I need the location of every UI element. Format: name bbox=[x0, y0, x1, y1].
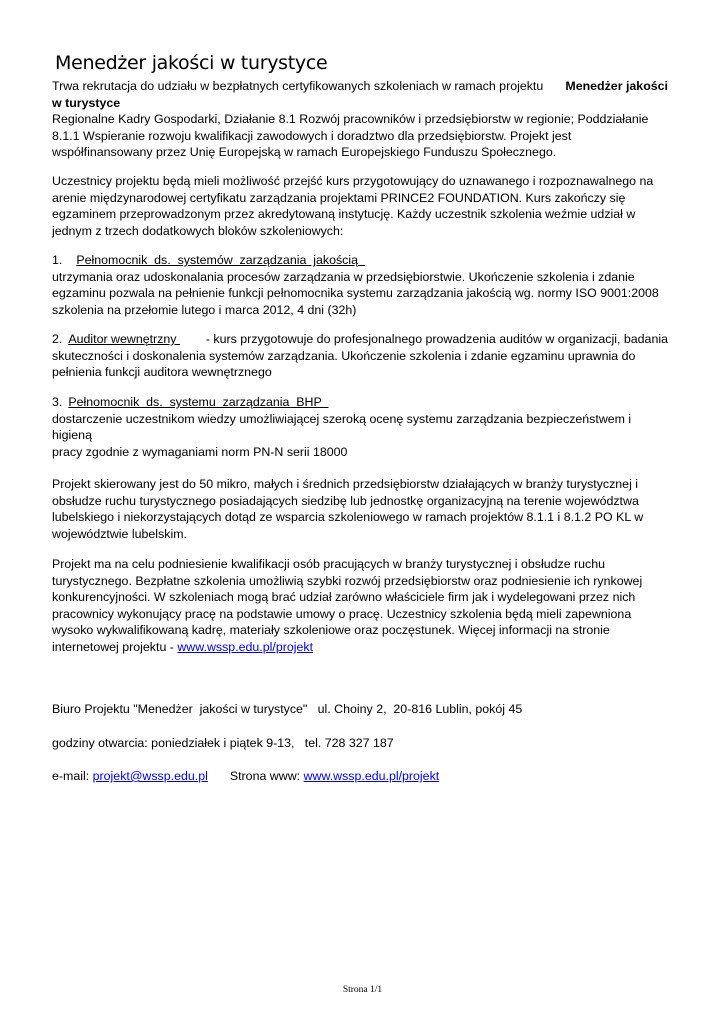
text-line: egzaminu pozwala na pełnienie funkcji pełnomocnika systemu zarządzania jakością wg. normy ISO 9001:2008 bbox=[52, 286, 659, 301]
text-line: konkurencyjności. W szkoleniach mogą brać udział zarówno właściciele firm jak i wydelegowani przez nich bbox=[52, 590, 636, 605]
training-block-3 bbox=[52, 394, 668, 460]
intro-text: Trwa rekrutacja do udziału w bezpłatnych certyfikowanych szkoleniach w ramach projektu bbox=[52, 79, 544, 93]
website-link[interactable]: www.wssp.edu.pl/projekt bbox=[303, 769, 440, 783]
text-line: pracownicy wykonujący pracę na podstawie umowy o pracę. Uczestnicy szkolenia będą mieli zapewniona bbox=[52, 606, 632, 621]
opening-hours bbox=[52, 735, 668, 752]
office-line: Biuro Projektu "Menedżer jakości w turystyce" ul. Choiny 2, 20-816 Lublin, pokój 45 bbox=[52, 702, 523, 716]
target-group-paragraph bbox=[52, 476, 668, 542]
text-line: dostarczenie uczestnikom wiedzy umożliwiającej szeroką ocenę systemu zarządzania bezpieczeństwem i higieną bbox=[52, 411, 632, 443]
training-block-1 bbox=[52, 252, 668, 318]
page-number-footer: Strona 1/1 bbox=[342, 985, 383, 995]
intro-line-4: 8.1.1 Wspieranie rozwoju kwalifikacji zawodowych i doradztwo dla przedsiębiorstw. Projekt jest bbox=[52, 128, 572, 143]
training-block-2-heading: Auditor wewnętrzny bbox=[68, 332, 180, 346]
training-block-3-heading: Pełnomocnik ds. systemu zarządzania BHP bbox=[68, 395, 329, 409]
text-line: pełnienia funkcji auditora wewnętrznego bbox=[52, 365, 272, 380]
participants-paragraph bbox=[52, 173, 668, 239]
text-line: - kurs przygotowuje do profesjonalnego prowadzenia auditów w organizacji, badania bbox=[205, 332, 668, 346]
email-label: e-mail: bbox=[52, 769, 90, 783]
text-line: jednym z trzech dodatkowych bloków szkoleniowych: bbox=[52, 223, 344, 238]
training-block-2 bbox=[52, 331, 668, 381]
intro-line-3: Regionalne Kadry Gospodarki, Działanie 8.1 Rozwój pracowników i przedsiębiorstw w regionie; Poddziałanie bbox=[52, 112, 649, 127]
intro-line-1 bbox=[52, 78, 668, 95]
project-website-link[interactable]: www.wssp.edu.pl/projekt bbox=[177, 639, 314, 654]
text-line: województwie lubelskim. bbox=[52, 526, 187, 541]
training-block-1-heading-line bbox=[52, 252, 668, 269]
list-number: 3. bbox=[52, 395, 63, 409]
intro-line-5: współfinansowany przez Unię Europejską w ramach Europejskiego Funduszu Społecznego. bbox=[52, 145, 557, 160]
text-line: utrzymania oraz udoskonalania procesów zarządzania w przedsiębiorstwie. Ukończenie szkolenia i zdanie bbox=[52, 269, 635, 284]
training-block-2-heading-line bbox=[52, 331, 668, 348]
text-line: internetowej projektu - bbox=[52, 639, 178, 654]
text-line: pracy zgodnie z wymaganiami norm PN-N serii 18000 bbox=[52, 444, 348, 459]
text-line: wysoko wykwalifikowaną kadrę, materiały szkoleniowe oraz poczęstunek. Więcej informacji na stronie bbox=[52, 623, 610, 638]
list-number: 1. bbox=[52, 253, 63, 267]
project-goal-paragraph bbox=[52, 556, 668, 656]
office-address bbox=[52, 701, 668, 718]
email-link[interactable]: projekt@wssp.edu.pl bbox=[92, 769, 208, 783]
text-line: arenie międzynarodowej certyfikatu zarządzania projektami PRINCE2 FOUNDATION. Kurs zakończy się bbox=[52, 190, 626, 205]
project-name-part-a: Menedżer jakości bbox=[565, 79, 668, 93]
www-label: Strona www: bbox=[229, 769, 301, 783]
project-name-part-b: w turystyce bbox=[52, 95, 121, 110]
more-info-line bbox=[52, 639, 668, 656]
list-number: 2. bbox=[52, 332, 63, 346]
text-line: Projekt skierowany jest do 50 mikro, małych i średnich przedsiębiorstw działających w branży turystycznej i bbox=[52, 477, 639, 491]
hours-line: godziny otwarcia: poniedziałek i piątek 9-13, tel. 728 327 187 bbox=[52, 736, 394, 750]
text-line: szkolenia na przełomie lutego i marca 2012, 4 dni (32h) bbox=[52, 302, 357, 317]
training-block-1-heading: Pełnomocnik ds. systemów zarządzania jakością bbox=[76, 253, 365, 267]
text-line: obsłudze ruchu turystycznego posiadających siedzibę lub jednostkę organizacyjną na terenie województwa bbox=[52, 493, 639, 508]
contact-line bbox=[52, 768, 668, 785]
training-block-3-heading-line bbox=[52, 394, 668, 411]
text-line: skuteczności i doskonalenia systemów zarządzania. Ukończenie szkolenia i zdanie egzaminu uprawnia do bbox=[52, 348, 636, 363]
text-line: Projekt ma na celu podniesienie kwalifikacji osób pracujących w branży turystycznej i obsłudze ruchu bbox=[52, 557, 606, 571]
intro-paragraph bbox=[52, 78, 668, 161]
text-line: egzaminem przeprowadzonym przez akredytowaną instytucję. Każdy uczestnik szkolenia weźmie udział w bbox=[52, 207, 636, 222]
text-line: turystycznego. Bezpłatne szkolenia umożliwią szybki rozwój przedsiębiorstw oraz podniesienie ich rynkowej bbox=[52, 573, 643, 588]
text-line: lubelskiego i niekorzystających dotąd ze wsparcia szkoleniowego w ramach projektów 8.1.1 i 8.1.2 PO KL w bbox=[52, 510, 644, 525]
page-title: Menedżer jakości w turystyce bbox=[55, 52, 328, 74]
text-line: Uczestnicy projektu będą mieli możliwość przejść kurs przygotowujący do uznawanego i rozpoznawalnego na bbox=[52, 174, 654, 188]
